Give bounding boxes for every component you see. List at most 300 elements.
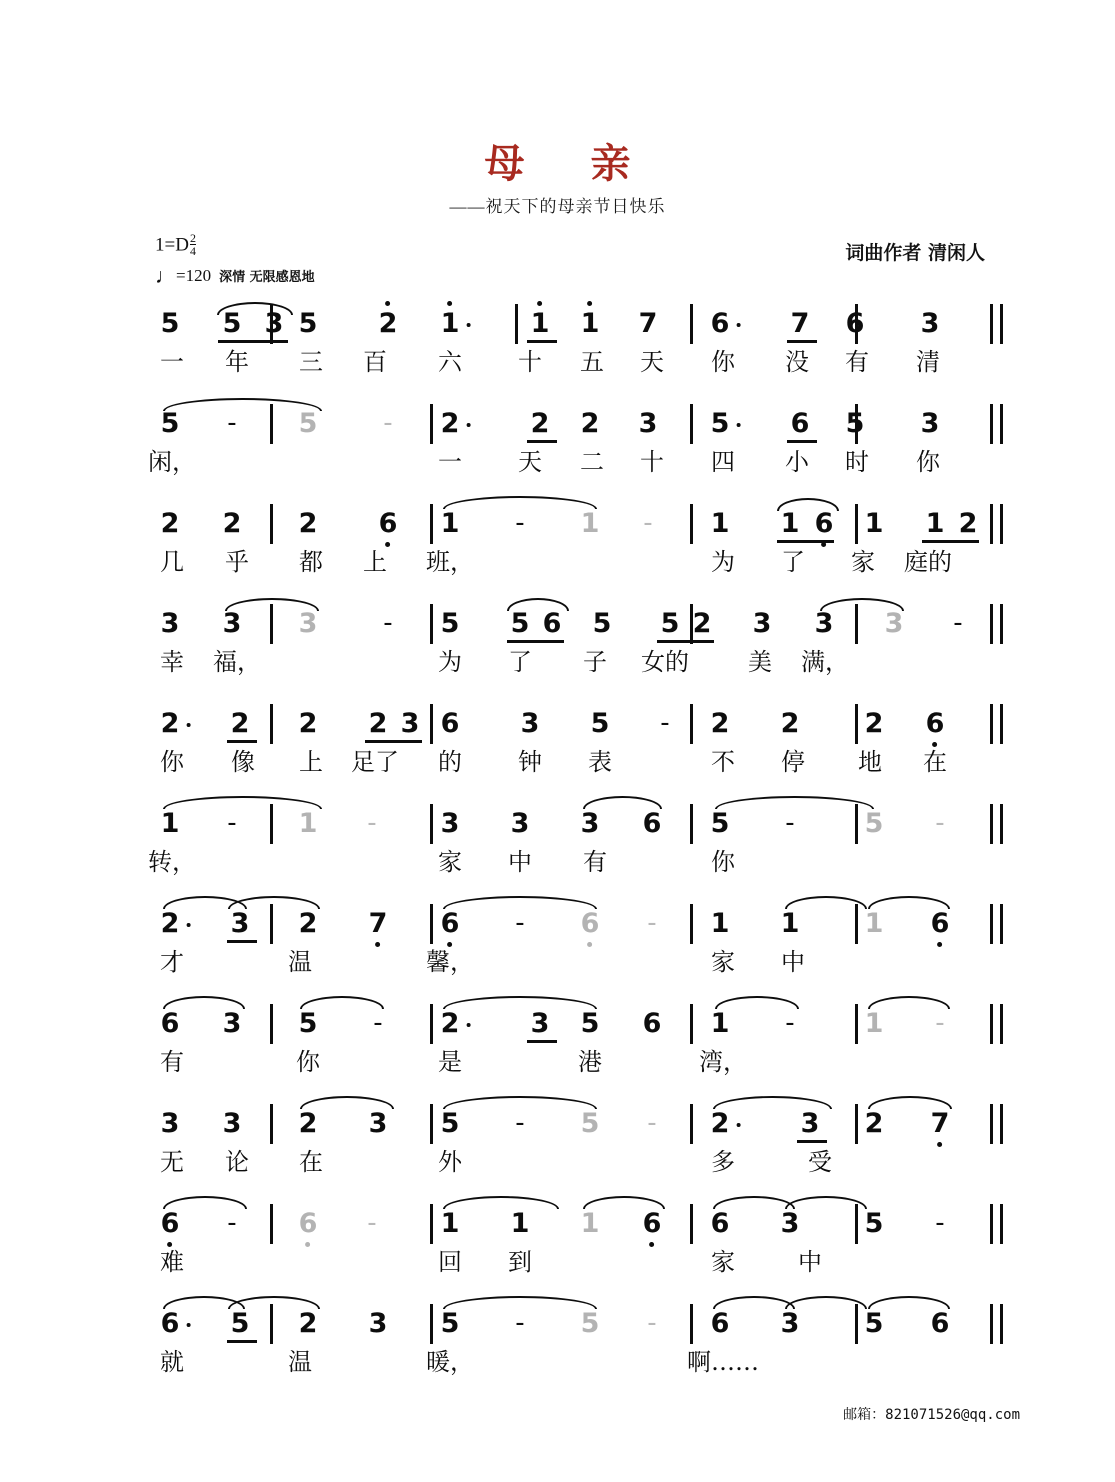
barline (990, 504, 993, 544)
lyric-syllable: 港 (578, 1048, 602, 1076)
note-number: 5 (440, 1308, 460, 1339)
note-number: 3 (222, 1008, 242, 1039)
note-number: 6 (815, 510, 834, 537)
lyric-syllable: 家 (711, 1248, 735, 1276)
lyric-syllable: 闲， (148, 448, 196, 476)
staff-system (0, 1296, 1115, 1396)
expression-marking: 深情 无限感恩地 (219, 270, 315, 285)
note-number: 2 (441, 410, 460, 437)
note-row (0, 1296, 1115, 1348)
note-number: 5 (590, 708, 610, 739)
lyric-syllable: 表 (588, 748, 612, 776)
note-number: 3 (368, 1308, 388, 1339)
lyric-syllable: 班， (426, 548, 474, 576)
barline (690, 1304, 693, 1344)
augmentation-dot-icon (186, 723, 190, 727)
lyric-syllable: 美 (748, 648, 772, 676)
staff-system (0, 596, 1115, 696)
barline (855, 904, 858, 944)
lyric-syllable: 馨， (426, 948, 474, 976)
staff-system (0, 396, 1115, 496)
note-sustain-dash: - (227, 808, 237, 838)
note-number: 6 (440, 708, 460, 739)
barline (990, 404, 993, 444)
lyric-syllable: 五 (580, 348, 604, 376)
lyric-syllable: 都 (299, 548, 323, 576)
note-number: 6 (161, 1310, 180, 1337)
lyric-syllable: 多 (711, 1148, 735, 1176)
octave-up-dot-icon (385, 301, 390, 306)
barline (990, 704, 993, 744)
lyric-syllable: 福， (213, 648, 261, 676)
note-number: 6 (542, 608, 562, 639)
note-number: 3 (780, 1308, 800, 1339)
note-number: 5 (298, 408, 318, 439)
barline (855, 704, 858, 744)
barline (1000, 904, 1003, 944)
page-title: 母 亲 (484, 140, 657, 187)
note-sustain-dash: - (953, 608, 963, 638)
barline (430, 1304, 433, 1344)
barline (430, 504, 433, 544)
barline (430, 704, 433, 744)
note-number: 6 (161, 1210, 180, 1237)
lyric-syllable: 钟 (518, 748, 542, 776)
lyric-syllable: 暖， (426, 1348, 474, 1376)
lyric-syllable: 有 (845, 348, 869, 376)
barline (1000, 1004, 1003, 1044)
lyric-syllable: 就 (160, 1348, 184, 1376)
composer-credit: 词曲作者 清闲人 (845, 242, 985, 264)
note-number: 1 (531, 310, 550, 337)
augmentation-dot-icon (466, 1023, 470, 1027)
lyric-syllable: 中 (798, 1248, 822, 1276)
note-number: 5 (845, 408, 865, 439)
note-number: 5 (864, 1208, 884, 1239)
key-signature (155, 232, 196, 257)
lyric-syllable: 到 (508, 1248, 532, 1276)
lyric-row (0, 1042, 1115, 1088)
note-number: 5 (440, 608, 460, 639)
note-number: 1 (864, 1008, 884, 1039)
note-number: 5 (580, 1308, 600, 1339)
lyric-syllable: 家 (711, 948, 735, 976)
staff-system (0, 796, 1115, 896)
staff-system (0, 1196, 1115, 1296)
barline (855, 1104, 858, 1144)
note-number: 5 (510, 608, 530, 639)
note-sustain-dash: - (515, 508, 525, 538)
barline (855, 504, 858, 544)
lyric-syllable: 温 (288, 1348, 312, 1376)
note-number: 1 (710, 508, 730, 539)
note-number: 2 (441, 1010, 460, 1037)
tempo-value: =120 (176, 266, 212, 285)
note-sustain-dash: - (785, 808, 795, 838)
slur-arc (443, 1196, 559, 1209)
barline (430, 1204, 433, 1244)
barline (1000, 704, 1003, 744)
note-number: 6 (441, 910, 460, 937)
note-number: 5 (160, 408, 180, 439)
lyric-syllable: 清 (916, 348, 940, 376)
note-sustain-dash: - (367, 808, 377, 838)
lyric-syllable: 了 (781, 548, 805, 576)
note-number: 2 (379, 310, 398, 337)
note-number: 6 (299, 1210, 318, 1237)
note-number: 6 (710, 1308, 730, 1339)
note-number: 2 (298, 1108, 318, 1139)
lyric-syllable: 停 (781, 748, 805, 776)
note-sustain-dash: - (647, 908, 657, 938)
note-number: 2 (780, 708, 800, 739)
barline (1000, 804, 1003, 844)
lyric-syllable: 子 (583, 648, 607, 676)
lyric-syllable: 幸 (160, 648, 184, 676)
barline (690, 1204, 693, 1244)
barline (1000, 1104, 1003, 1144)
barline (855, 1004, 858, 1044)
staff-system (0, 896, 1115, 996)
lyric-syllable: 十 (640, 448, 664, 476)
note-number: 5 (230, 1308, 250, 1339)
note-number: 1 (710, 1008, 730, 1039)
barline (270, 704, 273, 744)
barline (990, 804, 993, 844)
note-number: 3 (580, 808, 600, 839)
note-number: 3 (800, 1108, 820, 1139)
quarter-note-icon: ♩ (155, 264, 176, 288)
lyric-syllable: 天 (518, 448, 542, 476)
lyric-row (0, 1142, 1115, 1188)
barline (990, 1304, 993, 1344)
note-sustain-dash: - (935, 1208, 945, 1238)
note-row (0, 796, 1115, 848)
barline (1000, 1204, 1003, 1244)
lyric-syllable: 中 (508, 848, 532, 876)
lyric-syllable: 没 (785, 348, 809, 376)
note-number: 3 (884, 608, 904, 639)
lyric-row (0, 842, 1115, 888)
note-number: 2 (692, 608, 712, 639)
note-sustain-dash: - (383, 408, 393, 438)
lyric-syllable: 上 (363, 548, 387, 576)
lyric-syllable: 有 (583, 848, 607, 876)
lyric-syllable: 回 (438, 1248, 462, 1276)
lyric-syllable: 地 (858, 748, 882, 776)
note-number: 1 (440, 508, 460, 539)
key-label: 1=D (155, 234, 189, 256)
note-sustain-dash: - (515, 908, 525, 938)
lyric-syllable: 乎 (225, 548, 249, 576)
lyric-syllable: 一 (160, 348, 184, 376)
octave-up-dot-icon (587, 301, 592, 306)
lyric-syllable: 温 (288, 948, 312, 976)
note-sustain-dash: - (643, 508, 653, 538)
note-number: 2 (368, 708, 388, 739)
note-number: 1 (440, 1208, 460, 1239)
note-number: 3 (780, 1208, 800, 1239)
lyric-syllable: 家 (438, 848, 462, 876)
lyric-syllable: 十 (518, 348, 542, 376)
barline (855, 1304, 858, 1344)
tempo-marking (155, 264, 315, 286)
note-row (0, 996, 1115, 1048)
lyric-syllable: 百 (363, 348, 387, 376)
lyric-syllable: 家 (851, 548, 875, 576)
note-number: 2 (230, 708, 250, 739)
lyric-row (0, 342, 1115, 388)
barline (430, 1104, 433, 1144)
octave-up-dot-icon (447, 301, 452, 306)
staff-system (0, 496, 1115, 596)
lyric-syllable: 时 (845, 448, 869, 476)
barline (690, 704, 693, 744)
note-number: 2 (530, 408, 550, 439)
note-number: 3 (160, 1108, 180, 1139)
note-sustain-dash: - (227, 1208, 237, 1238)
note-number: 2 (580, 408, 600, 439)
note-number: 2 (222, 508, 242, 539)
barline (430, 904, 433, 944)
staff-system (0, 996, 1115, 1096)
barline (990, 304, 993, 344)
note-sustain-dash: - (367, 1208, 377, 1238)
barline (690, 804, 693, 844)
note-number: 5 (160, 308, 180, 339)
staff-systems (0, 296, 1115, 1396)
note-number: 5 (592, 608, 612, 639)
barline (690, 1104, 693, 1144)
note-number: 6 (930, 1308, 950, 1339)
barline (990, 1204, 993, 1244)
note-number: 2 (711, 1110, 730, 1137)
lyric-syllable: 才 (160, 948, 184, 976)
note-number: 1 (925, 508, 945, 539)
note-number: 6 (926, 710, 945, 737)
note-number: 3 (920, 308, 940, 339)
barline (515, 304, 518, 344)
augmentation-dot-icon (466, 423, 470, 427)
note-sustain-dash: - (935, 1008, 945, 1038)
note-number: 5 (864, 808, 884, 839)
lyric-syllable: 六 (438, 348, 462, 376)
lyric-syllable: 你 (160, 748, 184, 776)
lyric-syllable: 庭的 (904, 548, 952, 576)
lyric-syllable: 你 (711, 348, 735, 376)
lyric-syllable: 女的 (641, 648, 689, 676)
augmentation-dot-icon (736, 1123, 740, 1127)
lyric-syllable: 在 (923, 748, 947, 776)
note-sustain-dash: - (515, 1108, 525, 1138)
note-sustain-dash: - (373, 1008, 383, 1038)
note-sustain-dash: - (647, 1108, 657, 1138)
note-number: 5 (580, 1008, 600, 1039)
note-row (0, 396, 1115, 448)
note-number: 2 (298, 508, 318, 539)
note-number: 2 (298, 908, 318, 939)
barline (690, 504, 693, 544)
lyric-syllable: 上 (299, 748, 323, 776)
lyric-syllable: 转， (148, 848, 196, 876)
note-number: 3 (222, 1108, 242, 1139)
staff-system (0, 696, 1115, 796)
note-row (0, 496, 1115, 548)
note-number: 2 (298, 1308, 318, 1339)
lyric-row (0, 1342, 1115, 1388)
note-number: 2 (710, 708, 730, 739)
note-number: 7 (369, 910, 388, 937)
lyric-syllable: 外 (438, 1148, 462, 1176)
augmentation-dot-icon (736, 423, 740, 427)
note-number: 1 (864, 908, 884, 939)
note-number: 3 (298, 608, 318, 639)
note-number: 3 (440, 808, 460, 839)
lyric-syllable: 论 (225, 1148, 249, 1176)
note-number: 1 (780, 908, 800, 939)
note-number: 1 (510, 1208, 530, 1239)
note-number: 6 (379, 510, 398, 537)
lyric-syllable: 无 (160, 1148, 184, 1176)
lyric-syllable: 了 (508, 648, 532, 676)
note-number: 1 (298, 808, 318, 839)
note-number: 3 (814, 608, 834, 639)
note-sustain-dash: - (785, 1008, 795, 1038)
note-number: 5 (440, 1108, 460, 1139)
barline (990, 1004, 993, 1044)
lyric-syllable: 你 (296, 1048, 320, 1076)
note-row (0, 1196, 1115, 1248)
staff-system (0, 296, 1115, 396)
barline (855, 1204, 858, 1244)
lyric-syllable: 像 (231, 748, 255, 776)
barline (690, 1004, 693, 1044)
barline (430, 1004, 433, 1044)
lyric-syllable: 是 (438, 1048, 462, 1076)
note-number: 3 (510, 808, 530, 839)
lyric-syllable: 不 (711, 748, 735, 776)
note-sustain-dash: - (383, 608, 393, 638)
note-number: 6 (790, 408, 810, 439)
note-number: 6 (845, 308, 865, 339)
note-number: 6 (931, 910, 950, 937)
staff-system (0, 1096, 1115, 1196)
note-number: 5 (580, 1108, 600, 1139)
lyric-syllable: 三 (299, 348, 323, 376)
barline (430, 404, 433, 444)
lyric-syllable: 几 (160, 548, 184, 576)
note-number: 1 (580, 1208, 600, 1239)
lyric-syllable: 天 (640, 348, 664, 376)
note-number: 6 (710, 1208, 730, 1239)
lyric-syllable: 二 (580, 448, 604, 476)
barline (270, 904, 273, 944)
note-row (0, 596, 1115, 648)
time-numerator: 2 (189, 231, 196, 245)
note-number: 6 (160, 1008, 180, 1039)
note-row (0, 896, 1115, 948)
lyric-syllable: 为 (438, 648, 462, 676)
barline (270, 504, 273, 544)
augmentation-dot-icon (186, 1323, 190, 1327)
note-number: 2 (161, 710, 180, 737)
note-number: 1 (710, 908, 730, 939)
lyric-syllable: 有 (160, 1048, 184, 1076)
augmentation-dot-icon (186, 923, 190, 927)
barline (270, 1204, 273, 1244)
note-number: 7 (931, 1110, 950, 1137)
note-number: 3 (400, 708, 420, 739)
note-number: 3 (530, 1008, 550, 1039)
note-sustain-dash: - (935, 808, 945, 838)
note-row (0, 296, 1115, 348)
note-number: 5 (710, 808, 730, 839)
lyric-row (0, 742, 1115, 788)
lyric-syllable: 受 (808, 1148, 832, 1176)
subtitle: ——祝天下的母亲节日快乐 (449, 197, 666, 216)
note-number: 5 (660, 608, 680, 639)
barline (270, 1304, 273, 1344)
barline (990, 1104, 993, 1144)
note-number: 3 (920, 408, 940, 439)
note-number: 7 (790, 308, 810, 339)
lyric-row (0, 442, 1115, 488)
barline (1000, 504, 1003, 544)
note-sustain-dash: - (660, 708, 670, 738)
lyric-syllable: 小 (785, 448, 809, 476)
note-number: 3 (368, 1108, 388, 1139)
time-signature (190, 232, 196, 257)
note-number: 3 (520, 708, 540, 739)
note-sustain-dash: - (227, 408, 237, 438)
note-number: 6 (642, 1008, 662, 1039)
barline (1000, 404, 1003, 444)
slur-arc (715, 796, 874, 809)
note-number: 3 (160, 608, 180, 639)
note-sustain-dash: - (647, 1308, 657, 1338)
note-number: 6 (711, 310, 730, 337)
note-number: 2 (161, 910, 180, 937)
note-number: 5 (222, 308, 242, 339)
lyric-syllable: 的 (438, 748, 462, 776)
note-row (0, 1096, 1115, 1148)
barline (690, 404, 693, 444)
note-number: 3 (222, 608, 242, 639)
lyric-syllable: 足了 (351, 748, 399, 776)
lyric-syllable: 你 (711, 848, 735, 876)
note-number: 5 (711, 410, 730, 437)
note-number: 3 (752, 608, 772, 639)
note-number: 3 (264, 308, 284, 339)
lyric-syllable: 满， (801, 648, 849, 676)
barline (990, 904, 993, 944)
note-number: 2 (864, 1108, 884, 1139)
barline (430, 604, 433, 644)
note-number: 5 (298, 1008, 318, 1039)
lyric-row (0, 1242, 1115, 1288)
lyric-syllable: 一 (438, 448, 462, 476)
note-number: 3 (230, 908, 250, 939)
note-number: 6 (643, 1210, 662, 1237)
lyric-syllable: 年 (225, 348, 249, 376)
lyric-row (0, 642, 1115, 688)
lyric-syllable: 四 (711, 448, 735, 476)
note-number: 5 (864, 1308, 884, 1339)
note-number: 1 (581, 310, 600, 337)
barline (990, 604, 993, 644)
lyric-syllable: 啊…… (687, 1348, 759, 1376)
barline (1000, 604, 1003, 644)
